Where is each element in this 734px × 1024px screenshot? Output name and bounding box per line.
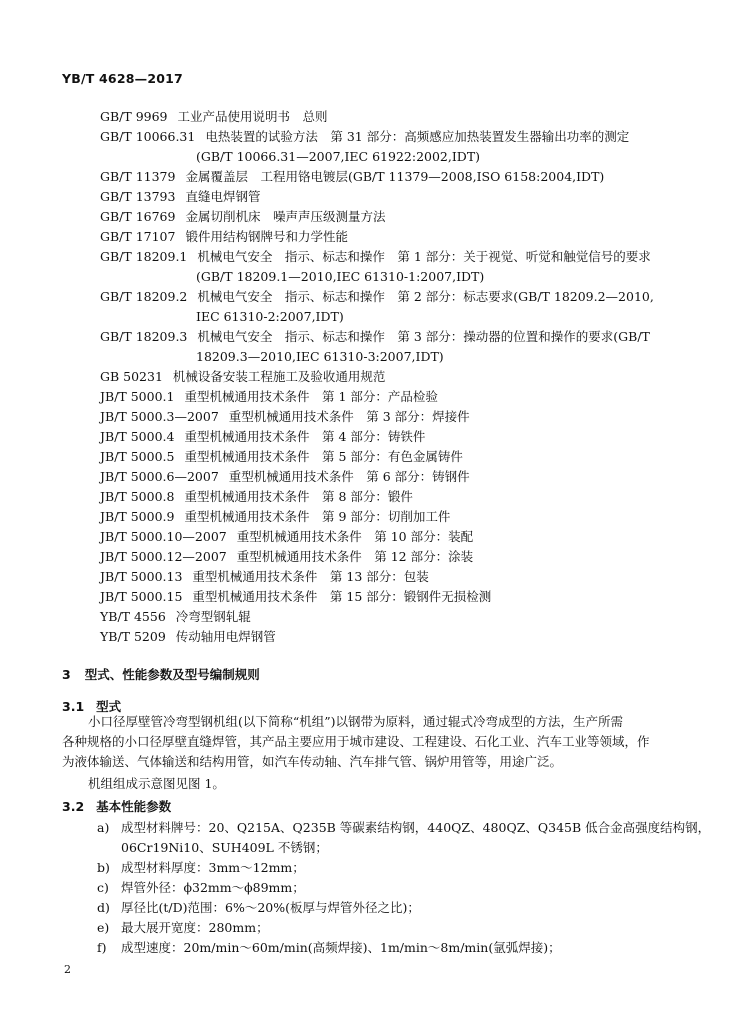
reference-entry (100, 207, 670, 227)
reference-title: 重型机械通用技术条件 第 6 部分：铸钢件 (228, 469, 470, 484)
reference-entry (100, 447, 670, 467)
reference-entry (100, 507, 670, 527)
item-letter: d) (97, 900, 110, 915)
reference-title: 锻件用结构钢牌号和力学性能 (185, 229, 348, 244)
reference-entry (100, 427, 670, 447)
reference-code: JB/T 5000.8 (100, 489, 175, 504)
reference-code: GB/T 9969 (100, 109, 168, 124)
reference-title: 重型机械通用技术条件 第 1 部分：产品检验 (184, 389, 438, 404)
reference-entry (100, 407, 670, 427)
reference-entry (100, 367, 670, 387)
reference-entry (100, 227, 670, 247)
subsection-title: 型式 (96, 699, 122, 714)
reference-entry (100, 107, 670, 127)
reference-entry (100, 167, 670, 187)
section-number: 3 (62, 667, 71, 682)
reference-title: 重型机械通用技术条件 第 5 部分：有色金属铸件 (184, 449, 463, 464)
reference-code: YB/T 5209 (100, 629, 166, 644)
reference-code: GB/T 18209.1 (100, 249, 188, 264)
reference-code: JB/T 5000.5 (100, 449, 175, 464)
reference-title: 机械设备安装工程施工及验收通用规范 (172, 369, 386, 384)
reference-entry (100, 487, 670, 507)
reference-entry (100, 627, 670, 647)
subsection-3-2-heading (62, 797, 171, 815)
reference-code: JB/T 5000.9 (100, 509, 175, 524)
reference-title: 金属覆盖层 工程用铬电镀层(GB/T 11379—2008,ISO 6158:2004,IDT) (185, 169, 605, 184)
reference-code: GB/T 17107 (100, 229, 176, 244)
reference-code: GB/T 11379 (100, 169, 176, 184)
reference-entry (100, 527, 670, 547)
reference-title: 重型机械通用技术条件 第 9 部分：切削加工件 (184, 509, 451, 524)
reference-title-continuation: (GB/T 18209.1—2010,IEC 61310-1:2007,IDT) (196, 269, 485, 284)
item-text: 成型材料牌号：20、Q215A、Q235B 等碳素结构钢，440QZ、480QZ、Q345B 低合金高强度结构钢， (121, 820, 711, 835)
reference-title: 机械电气安全 指示、标志和操作 第 3 部分：操动器的位置和操作的要求(GB/T (197, 329, 650, 344)
item-text: 最大展开宽度：280mm； (121, 920, 269, 935)
item-letter: e) (97, 920, 110, 935)
figure-reference-paragraph (62, 774, 668, 794)
item-text: 成型速度：20m/min～60m/min(高频焊接)、1m/min～8m/min(氩弧焊接)； (121, 940, 561, 955)
reference-code: JB/T 5000.6—2007 (100, 469, 219, 484)
reference-title-continuation: (GB/T 10066.31—2007,IEC 61922:2002,IDT) (196, 149, 481, 164)
item-letter: b) (97, 860, 110, 875)
reference-entry (100, 607, 670, 627)
subsection-number: 3.1 (62, 699, 85, 714)
paragraph-line: 各种规格的小口径厚壁直缝焊管，其产品主要应用于城市建设、工程建设、石化工业、汽车工业等领域，作 (62, 734, 650, 749)
reference-entry (100, 587, 670, 607)
section-title: 型式、性能参数及型号编制规则 (84, 667, 260, 682)
reference-code: YB/T 4556 (100, 609, 166, 624)
parameter-item (97, 858, 672, 878)
section-3-heading (62, 665, 260, 683)
reference-title: 重型机械通用技术条件 第 8 部分：锻件 (184, 489, 413, 504)
item-text: 成型材料厚度：3mm～12mm； (121, 860, 305, 875)
reference-code: JB/T 5000.10—2007 (100, 529, 227, 544)
reference-code: JB/T 5000.1 (100, 389, 175, 404)
reference-code: GB/T 18209.2 (100, 289, 188, 304)
reference-code: GB/T 13793 (100, 189, 176, 204)
paragraph-line: 机组组成示意图见图 1。 (88, 776, 225, 791)
reference-entry (100, 567, 670, 587)
reference-title-continuation: 18209.3—2010,IEC 61310-3:2007,IDT) (196, 349, 444, 364)
reference-entry (100, 547, 670, 567)
reference-code: JB/T 5000.3—2007 (100, 409, 219, 424)
item-letter: a) (97, 820, 110, 835)
reference-title: 重型机械通用技术条件 第 3 部分：焊接件 (228, 409, 470, 424)
item-letter: c) (97, 880, 109, 895)
reference-title: 重型机械通用技术条件 第 13 部分：包装 (192, 569, 429, 584)
reference-title: 机械电气安全 指示、标志和操作 第 1 部分：关于视觉、听觉和触觉信号的要求 (197, 249, 651, 264)
page-number: 2 (64, 963, 71, 976)
reference-entry (100, 247, 670, 287)
reference-title: 金属切削机床 噪声声压级测量方法 (185, 209, 386, 224)
reference-title: 重型机械通用技术条件 第 10 部分：装配 (236, 529, 474, 544)
reference-entry (100, 327, 670, 367)
reference-title: 冷弯型钢轧辊 (175, 609, 251, 624)
parameter-item (97, 818, 711, 858)
reference-title-continuation: IEC 61310-2:2007,IDT) (196, 309, 344, 324)
reference-entry (100, 467, 670, 487)
performance-parameters-list (97, 818, 711, 958)
parameter-item (97, 918, 672, 938)
parameter-item (97, 898, 672, 918)
type-description-paragraph (62, 712, 668, 772)
reference-title: 重型机械通用技术条件 第 12 部分：涂装 (236, 549, 474, 564)
reference-title: 机械电气安全 指示、标志和操作 第 2 部分：标志要求(GB/T 18209.2—2010, (197, 289, 654, 304)
document-code-header: YB/T 4628—2017 (62, 71, 183, 86)
reference-code: JB/T 5000.15 (100, 589, 183, 604)
reference-title: 重型机械通用技术条件 第 15 部分：锻钢件无损检测 (192, 589, 492, 604)
reference-entry (100, 127, 670, 167)
reference-code: JB/T 5000.12—2007 (100, 549, 227, 564)
reference-title: 电热装置的试验方法 第 31 部分：高频感应加热装置发生器输出功率的测定 (205, 129, 630, 144)
parameter-item (97, 938, 672, 958)
reference-code: JB/T 5000.4 (100, 429, 175, 444)
reference-entry (100, 287, 670, 327)
reference-title: 传动轴用电焊钢管 (175, 629, 276, 644)
paragraph-line: 小口径厚壁管冷弯型钢机组(以下简称“机组”)以钢带为原料，通过辊式冷弯成型的方法，生产所需 (88, 714, 624, 729)
reference-code: GB/T 16769 (100, 209, 176, 224)
reference-entry (100, 187, 670, 207)
subsection-title: 基本性能参数 (96, 799, 172, 814)
parameter-item (97, 878, 672, 898)
reference-code: GB/T 10066.31 (100, 129, 196, 144)
reference-title: 重型机械通用技术条件 第 4 部分：铸铁件 (184, 429, 426, 444)
reference-title: 工业产品使用说明书 总则 (177, 109, 328, 124)
item-text: 厚径比(t/D)范围：6%～20%(板厚与焊管外径之比)； (121, 900, 420, 915)
reference-code: GB/T 18209.3 (100, 329, 188, 344)
item-letter: f) (97, 940, 107, 955)
item-text-continuation: 06Cr19Ni10、SUH409L 不锈钢； (121, 840, 328, 855)
reference-title: 直缝电焊钢管 (185, 189, 261, 204)
normative-references-list (100, 107, 670, 647)
subsection-number: 3.2 (62, 799, 85, 814)
reference-entry (100, 387, 670, 407)
paragraph-line: 为液体输送、气体输送和结构用管，如汽车传动轴、汽车排气管、锅炉用管等，用途广泛。 (62, 754, 563, 769)
reference-code: GB 50231 (100, 369, 163, 384)
reference-code: JB/T 5000.13 (100, 569, 183, 584)
item-text: 焊管外径：ϕ32mm～ϕ89mm； (121, 880, 305, 895)
